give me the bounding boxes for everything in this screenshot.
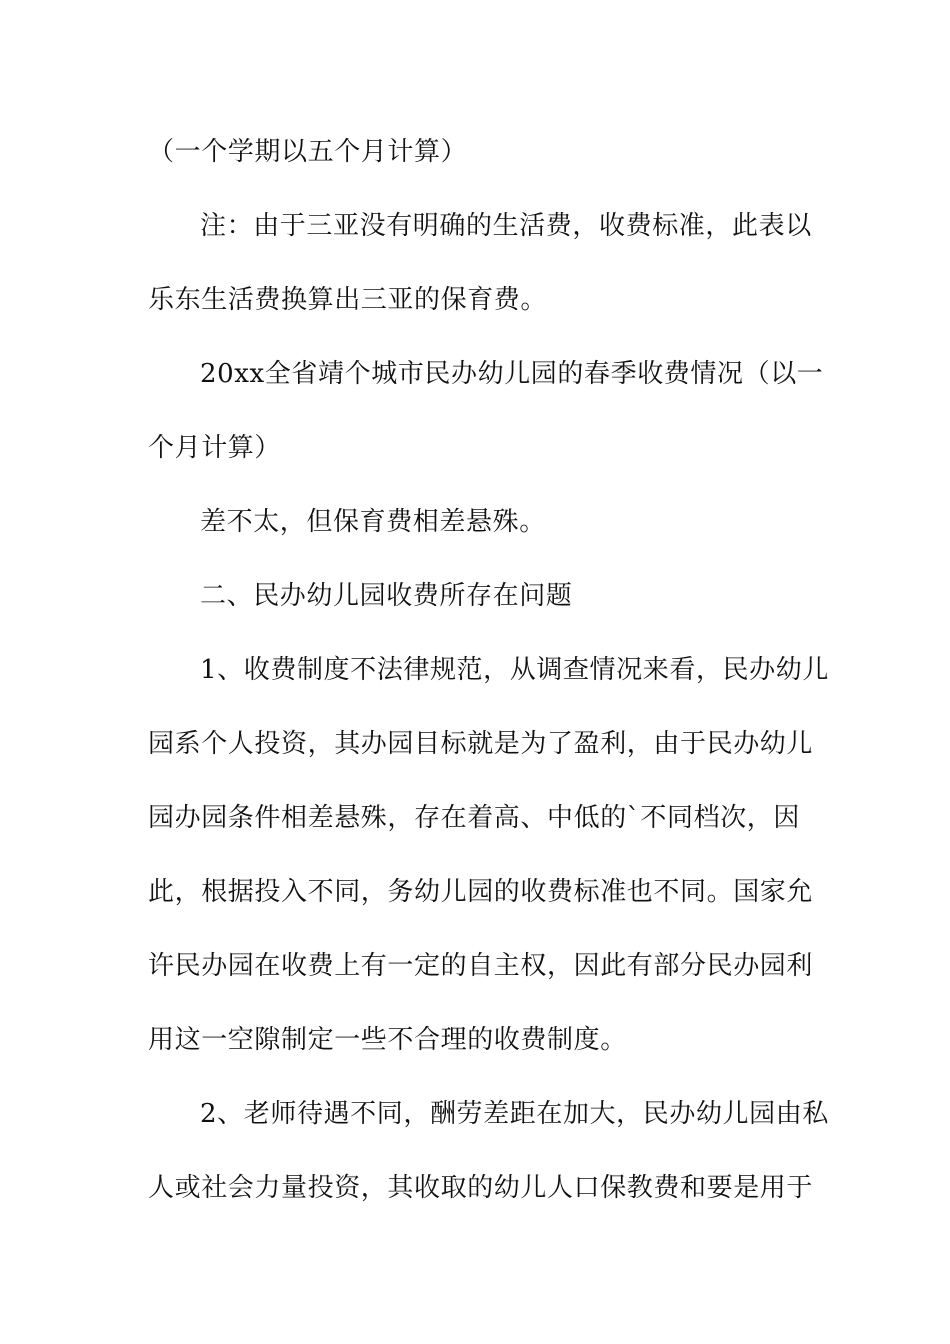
text-line: 用这一空隙制定一些不合理的收费制度。 [148,1025,627,1055]
text-line: 园系个人投资，其办园目标就是为了盈利，由于民办幼儿 [148,729,814,759]
text-line: 差不太，但保育费相差悬殊。 [200,507,546,537]
text-line: 人或社会力量投资，其收取的幼儿人口保教费和要是用于 [148,1173,814,1203]
text-line: 注：由于三亚没有明确的生活费，收费标准，此表以 [200,211,812,241]
text-line: 个月计算） [148,433,282,463]
text-line: 20xx全省靖个城市民办幼儿园的春季收费情况（以一 [200,359,824,389]
text-line: 许民办园在收费上有一定的自主权，因此有部分民办园利 [148,951,814,981]
text-line: （一个学期以五个月计算） [148,137,468,167]
text-line: 乐东生活费换算出三亚的保育费。 [148,285,548,315]
text-line: 1、收费制度不法律规范，从调查情况来看，民办幼儿 [200,655,829,685]
text-line: 此，根据投入不同，务幼儿园的收费标准也不同。国家允 [148,877,814,907]
text-line: 园办园条件相差悬殊，存在着高、中低的`不同档次，因 [148,803,801,833]
text-line: 二、民办幼儿园收费所存在问题 [200,581,573,611]
text-line: 2、老师待遇不同，酬劳差距在加大，民办幼儿园由私 [200,1099,829,1129]
